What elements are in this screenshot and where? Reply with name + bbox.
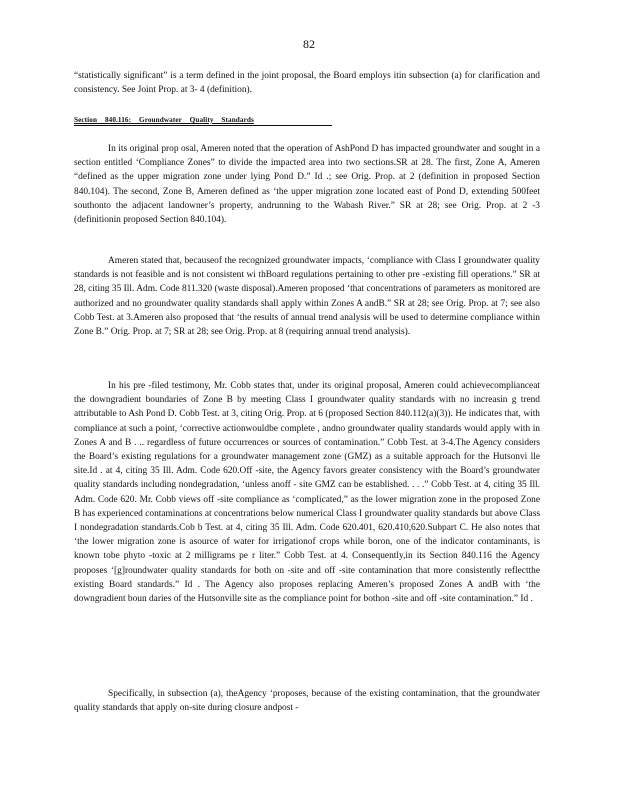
paragraph-4-text: Specifically, in subsection (a), theAgency ‘proposes, because of the existing contamination, that the groundwater quality standards that apply on-site during closure andpost - [74,689,540,714]
section-heading: Section 840.116: Groundwater Quality Standards [74,116,332,126]
intro-text: “statistically significant” is a term defined in the joint proposal, the Board employs itin subsection (a) for clarification and consistency. See Joint Prop. at 3- 4 (definition). [74,71,540,96]
paragraph-2 [74,254,540,339]
paragraph-2-text: Ameren stated that, becauseof the recognized groundwater impacts, ‘compliance with Class I groundwater quality standards is not feasible and is not consistent wi thBoard regulations pertaining to other pre -existing fill operations.” SR at 28, citing 35 Ill. Adm. Code 811.320 (waste disposal).Ameren proposed ‘that concentrations of parameters as monitored are authorized and no groundwater quality standards shall apply within Zones A andB.” SR at 28; see Orig. Prop. at 7; see also Cobb Test. at 3.Ameren also proposed that ‘the results of annual trend analysis will be used to determine compliance within Zone B.” Orig. Prop. at 7; SR at 28; see Orig. Prop. at 8 (requiring annual trend analysis). [74,256,540,338]
paragraph-3 [74,379,540,606]
page-number: 82 [303,37,315,51]
paragraph-1-text: In its original prop osal, Ameren noted that the operation of AshPond D has impacted groundwater and sought in a section entitled ‘Compliance Zones” to divide the impacted area into two sections.SR at 28. The first, Zone A, Ameren “defined as the upper migration zone under lying Pond D.” Id .; see Orig. Prop. at 2 (definition in proposed Section 840.104). The second, Zone B, Ameren defined as ‘the upper migration zone located east of Pond D, extending 500feet southonto the adjacent landowner’s property, andrunning to the Wabash River.” SR at 28; see Orig. Prop. at 2 -3 (definitionin proposed Section 840.104). [74,144,540,226]
paragraph-3-text: In his pre -filed testimony, Mr. Cobb states that, under its original proposal, Ameren could achievecomplianceat the downgradient boundaries of Zone B by meeting Class I groundwater quality standards with no increasin g trend attributable to Ash Pond D. Cobb Test. at 3, citing Orig. Prop. at 6 (proposed Section 840.112(a)(3)). He indicates that, with compliance at such a point, ‘corrective actionwouldbe complete , andno groundwater quality standards would apply with in Zones A and B . .. regardless of future occurrences or sources of contamination.” Cobb Test. at 3-4.The Agency considers the Board’s existing regulations for a groundwater management zone (GMZ) as a suitable approach for the Hutsonvi lle site.Id . at 4, citing 35 Ill. Adm. Code 620.Off -site, the Agency favors greater consistency with the Board’s groundwater quality standards including nondegradation, ‘unless anoff - site GMZ can be established. . . .” Cobb Test. at 4, citing 35 Ill. Adm. Code 620. Mr. Cobb views off -site compliance as ‘complicated,” as the lower migration zone in the proposed Zone B has experienced contaminations at concentrations below numerical Class I groundwater quality standards but above Class I nondegradation standards.Cob b Test. at 4, citing 35 Ill. Adm. Code 620.401, 620.410,620.Subpart C. He also notes that ‘the lower migration zone is asource of water for irrigationof crops while boron, one of the indicator contaminants, is known tobe phyto -toxic at 2 milligrams pe r liter.” Cobb Test. at 4. Consequently,in its Section 840.116 the Agency proposes ‘[g]roundwater quality standards for both on -site and off -site contamination that more consistently reflectthe existing Board standards.” Id . The Agency also proposes replacing Ameren’s proposed Zones A andB with ‘the downgradient boun daries of the Hutsonville site as the compliance point for bothon -site and off -site contamination.” Id . [74,381,540,605]
paragraph-4 [74,687,540,715]
intro-paragraph [74,69,540,97]
paragraph-1 [74,142,540,227]
